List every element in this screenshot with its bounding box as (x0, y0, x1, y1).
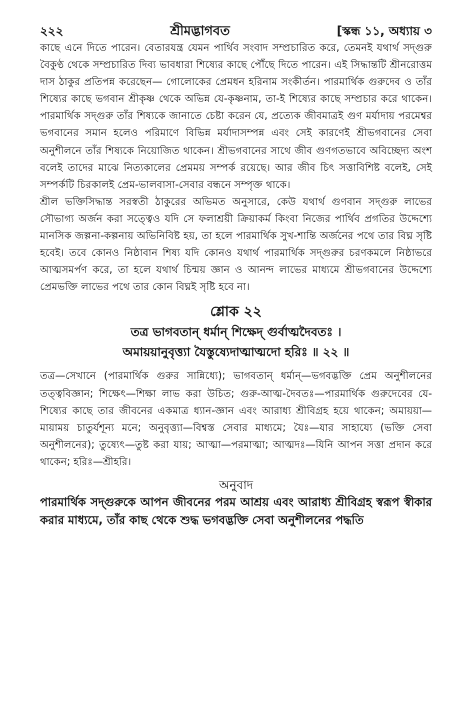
purport (40, 40, 432, 296)
verse-line-1: তত্র ভাগবতান্ ধর্মান্ শিক্ষেদ্ গুর্বাত্মদৈবতঃ । (130, 325, 342, 340)
book-title: শ্রীমদ্ভাগবত (170, 24, 230, 39)
page-number: ২২২ (40, 24, 64, 38)
page-header (40, 22, 432, 40)
verse-heading: শ্লোক ২২ (210, 304, 262, 321)
section-label: [স্কন্ধ ১১, অধ্যায় ৩ (336, 24, 432, 38)
verse-line-2: অমায়য়ানুবৃত্ত্যা যৈস্তুষ্যেদাত্মাত্মদো হরিঃ ॥ ২২ ॥ (122, 345, 350, 360)
synonyms: তত্র—সেখানে (পারমার্থিক গুরুর সান্নিধ্যে); ভাগবতান্ ধর্মান্—ভগবদ্ভক্তি প্রেম অনুশীলনের তত্ত্ববিজ্ঞান; শিক্ষেৎ—শিক্ষা লাভ করা উচিত; গুরু-আত্ম-দৈবতঃ—পারমার্থিক গুরুদেবের যে-শিষ্যের কাছে তার জীবনের একমাত্র ধ্যান-জ্ঞান এবং আরাধ্য শ্রীবিগ্রহ হয়ে থাকেন; অমায়য়া—মায়াময় চাতুর্যশূন্য মনে; অনুবৃত্ত্যা—বিশ্বস্ত সেবার মাধ্যমে; যৈঃ—যার সাহায্যে (ভক্তি সেবা অনুশীলনের); তুষ্যেৎ—তুষ্ট করা যায়; আত্মা—পরমাত্মা; আত্মদঃ—যিনি আপন সত্তা প্রদান করে থাকেন; হরিঃ—শ্রীহরি। (40, 371, 432, 468)
purport-paragraph-2: শ্রীল ভক্তিসিদ্ধান্ত সরস্বতী ঠাকুরের অভিমত অনুসারে, কেউ যথার্থ গুণবান সদ্গুরু লাভের সৌভাগ্য অর্জন করা সত্ত্বেও যদি সে ফলাশ্রয়ী ক্রিয়াকর্ম কিংবা নিজের পার্থিব প্রগতির উদ্দেশ্যে মানসিক জল্পনা-কল্পনায় অভিনিবিষ্ট হয়, তা হলে পারমার্থিক সুখ-শান্তি অর্জনের পথে তার বিঘ্ন সৃষ্টি হবেই। তবে কোনও নিষ্ঠাবান শিষ্য যদি কোনও যথার্থ পারমার্থিক সদ্গুরুর চরণকমলে নিষ্ঠাভরে আত্মসমর্পণ করে, তা হলে যথার্থ চিন্ময় জ্ঞান ও আনন্দ লাভের মাধ্যমে শ্রীভগবানের উদ্দেশ্যে প্রেমভক্তি লাভের পথে তার কোন বিঘ্নই সৃষ্টি হবে না। (40, 196, 432, 294)
purport-paragraph-1: কাছে এনে দিতে পারেন। বেতারযন্ত্র যেমন পার্থিব সংবাদ সম্প্রচারিত করে, তেমনই যথার্থ সদ্গুরু বৈকুণ্ঠ থেকে সম্প্রচারিত দিব্য ভাবধারা শিষ্যের কাছে পৌঁছে দিতে পারেন। এই সিদ্ধান্তটি শ্রীনরোত্তম দাস ঠাকুর প্রতিপন্ন করেছেন— গোলোকের প্রেমধন হরিনাম সংকীর্তন। পারমার্থিক গুরুদেব ও তাঁর শিষ্যের কাছে ভগবান শ্রীকৃষ্ণ থেকে অভিন্ন যে-কৃষ্ণনাম, তা-ই শিষ্যের কাছে সম্প্রচার করে থাকেন। পারমার্থিক সদ্গুরু তাঁর শিষ্যকে জানাতে চেষ্টা করেন যে, প্রত্যেক জীবমাত্রই গুণ মর্যাদায় পরমেশ্বর ভগবানের সমান হলেও পরিমাণে বিভিন্ন মর্যাদাসম্পন্ন এবং সেই কারণেই শ্রীভগবানের সেবা অনুশীলনে তাঁর শিষ্যকে নিয়োজিত থাকেন। শ্রীভগবানের সাথে জীব গুণগতভাবে অবিচ্ছেদ্য অংশ বলেই তাদের মাঝে নিত্যকালের প্রেমময় সম্পর্ক রয়েছে। আর জীব চিৎ সত্তাবিশিষ্ট বলেই, সেই সম্পর্কটি চিরকালই প্রেম-ভালবাসা-সেবার বন্ধনে সম্পৃক্ত থাকে। (40, 43, 432, 191)
translation-text: পারমার্থিক সদ্গুরুকে আপন জীবনের পরম আশ্রয় এবং আরাধ্য শ্রীবিগ্রহ স্বরূপ স্বীকার করার মাধ্যমে, তাঁর কাছ থেকে শুদ্ধ ভগবদ্ভক্তি সেবা অনুশীলনের পদ্ধতি (40, 494, 432, 528)
translation-heading: অনুবাদ (218, 477, 254, 492)
book-page (40, 22, 432, 530)
